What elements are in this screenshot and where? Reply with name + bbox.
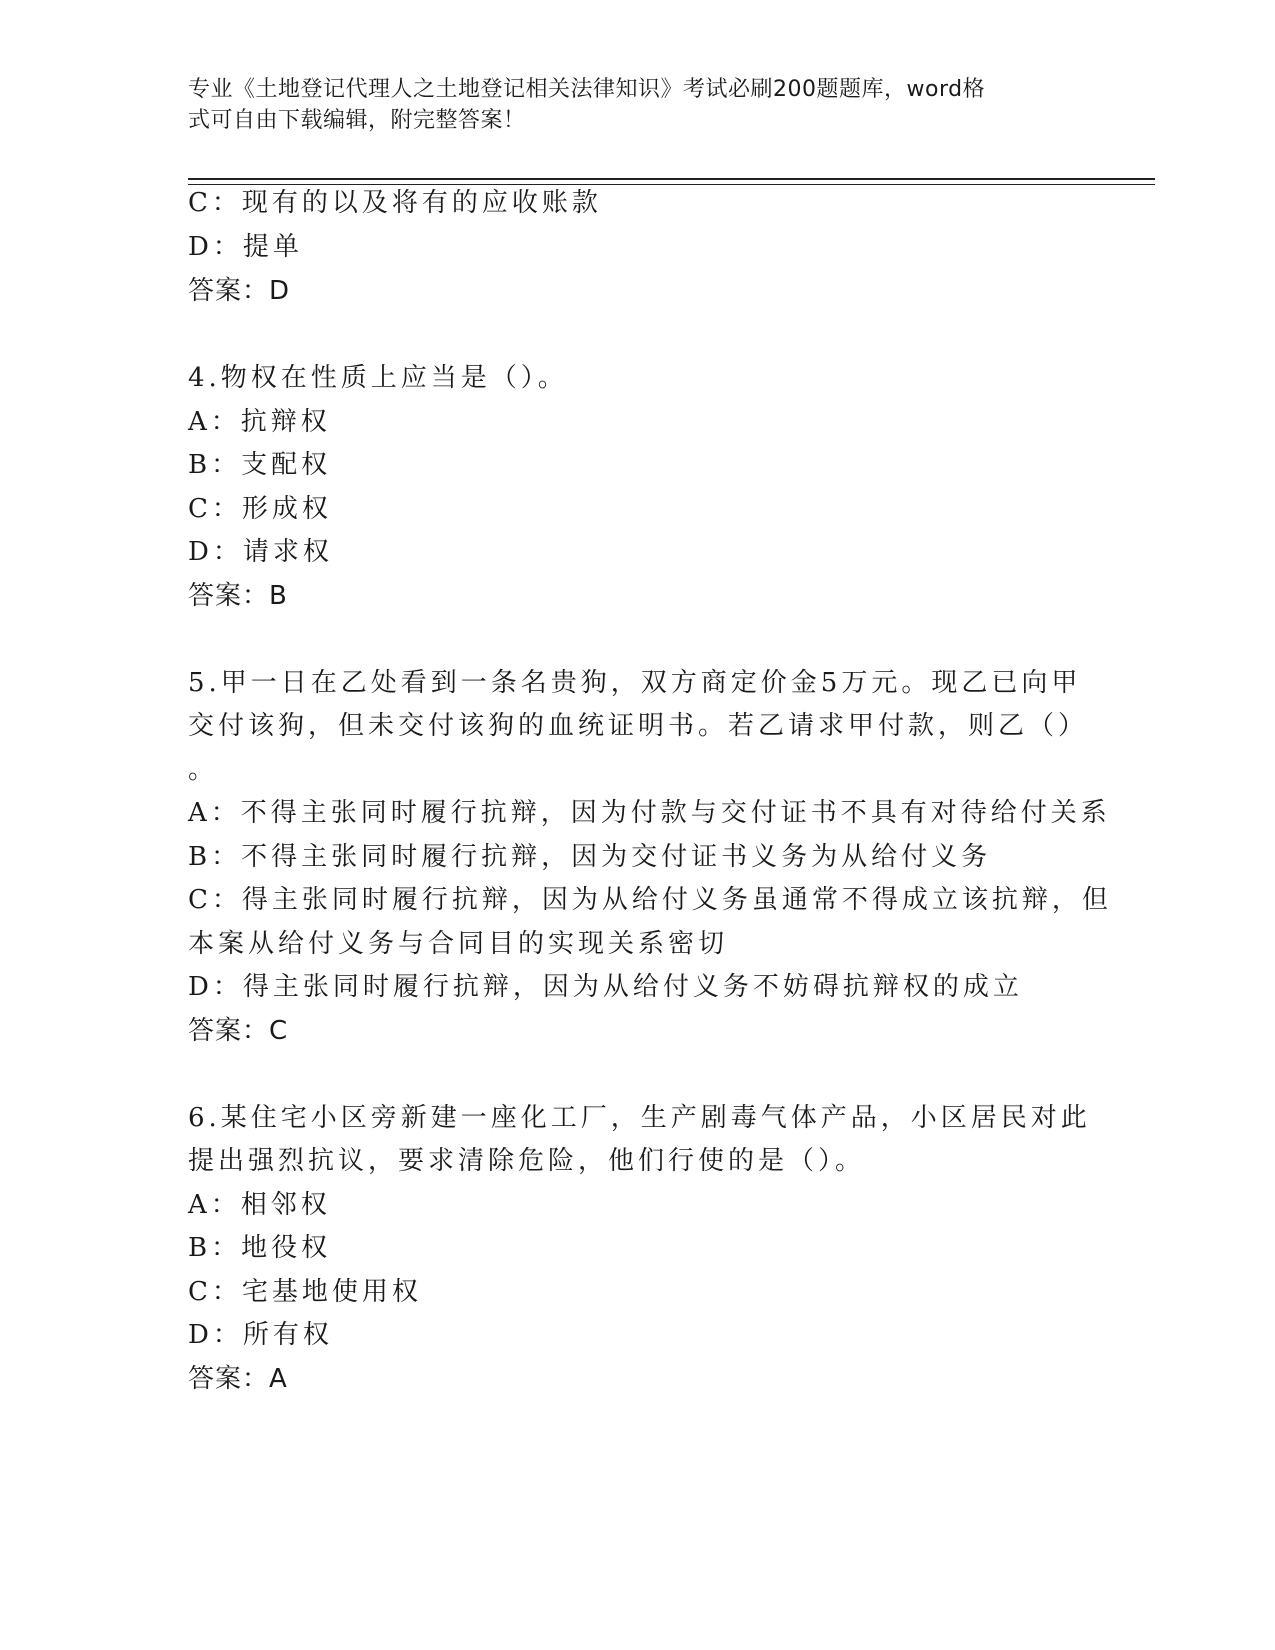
q5-option-a: A：不得主张同时履行抗辩，因为付款与交付证书不具有对待给付关系 <box>188 798 1111 828</box>
q5-stem-line-1: 5.甲一日在乙处看到一条名贵狗，双方商定价金5万元。现乙已向甲 <box>188 668 1082 698</box>
q6-option-d: D：所有权 <box>188 1320 333 1350</box>
q3-answer: 答案：D <box>188 276 291 306</box>
q6-answer: 答案：A <box>188 1364 288 1394</box>
q5-option-c-line-1: C：得主张同时履行抗辩，因为从给付义务虽通常不得成立该抗辩，但 <box>188 885 1112 915</box>
q6-stem-line-1: 6.某住宅小区旁新建一座化工厂，生产剧毒气体产品，小区居民对此 <box>188 1103 1091 1133</box>
q4-option-a: A：抗辩权 <box>188 407 331 437</box>
q5-option-d: D：得主张同时履行抗辩，因为从给付义务不妨碍抗辩权的成立 <box>188 972 1023 1002</box>
header-rule-thin <box>188 184 1155 185</box>
q5-answer: 答案：C <box>188 1016 289 1046</box>
q4-option-c: C：形成权 <box>188 494 332 524</box>
q4-answer: 答案：B <box>188 581 288 611</box>
q4-option-b: B：支配权 <box>188 450 332 480</box>
q4-option-d: D：请求权 <box>188 537 333 567</box>
document-header <box>188 74 1088 136</box>
header-rule-thick <box>188 178 1155 180</box>
q6-option-c: C：宅基地使用权 <box>188 1277 422 1307</box>
header-line-2: 式可自由下载编辑，附完整答案！ <box>188 108 526 133</box>
q3-option-d: D：提单 <box>188 232 303 262</box>
q5-stem-line-2: 交付该狗，但未交付该狗的血统证明书。若乙请求甲付款，则乙（） <box>188 711 1089 741</box>
q5-option-c-line-2: 本案从给付义务与合同目的实现关系密切 <box>188 929 729 959</box>
q5-stem-line-3: 。 <box>188 755 219 785</box>
q4-stem: 4.物权在性质上应当是（）。 <box>188 363 568 393</box>
q6-stem-line-2: 提出强烈抗议，要求清除危险，他们行使的是（）。 <box>188 1146 866 1176</box>
q5-option-b: B：不得主张同时履行抗辩，因为交付证书义务为从给付义务 <box>188 842 992 872</box>
header-line-1: 专业《土地登记代理人之土地登记相关法律知识》考试必刷200题题库，word格 <box>188 77 986 102</box>
q6-option-a: A：相邻权 <box>188 1190 331 1220</box>
q6-option-b: B：地役权 <box>188 1233 332 1263</box>
q3-option-c: C：现有的以及将有的应收账款 <box>188 188 602 218</box>
